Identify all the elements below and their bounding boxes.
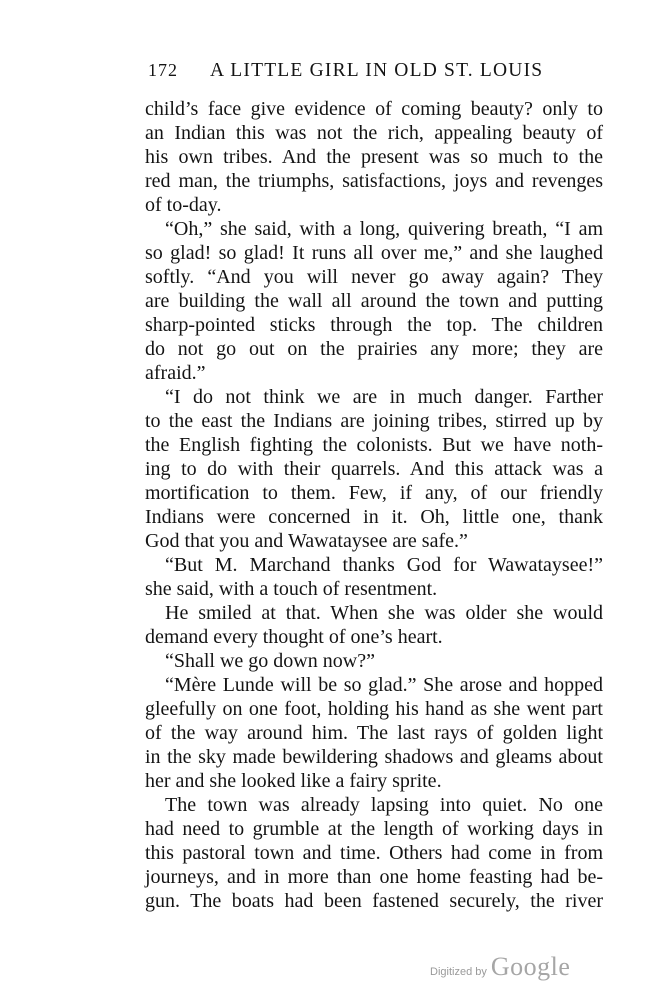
text-line: child’s face give evidence of coming beauty? only to [145, 98, 603, 120]
text-line: gleefully on one foot, holding his hand as she went part [145, 698, 603, 720]
text-line: of the way around him. The last rays of golden light [145, 722, 603, 744]
text-line: sharp-pointed sticks through the top. The children [145, 314, 603, 336]
text-line: do not go out on the prairies any more; they are [145, 338, 603, 360]
text-line: ing to do with their quarrels. And this attack was a [145, 458, 603, 480]
text-line: The town was already lapsing into quiet. No one [165, 794, 603, 816]
watermark-prefix: Digitized by [430, 966, 487, 978]
digitized-by-google-watermark [430, 952, 590, 986]
text-line: gun. The boats had been fastened securely, the river [145, 890, 603, 912]
text-line: in the sky made bewildering shadows and gleams about [145, 746, 603, 768]
text-line: his own tribes. And the present was so much to the [145, 146, 603, 168]
text-line: are building the wall all around the town and putting [145, 290, 603, 312]
text-line: the English fighting the colonists. But we have noth- [145, 434, 603, 456]
page-number: 172 [148, 60, 178, 80]
text-line: this pastoral town and time. Others had come in from [145, 842, 603, 864]
text-line: so glad! so glad! It runs all over me,” and she laughed [145, 242, 603, 264]
text-line: she said, with a touch of resentment. [145, 578, 438, 600]
text-line: Indians were concerned in it. Oh, little one, thank [145, 506, 603, 528]
text-line: He smiled at that. When she was older she would [165, 602, 603, 624]
body-text [145, 97, 603, 913]
text-line: red man, the triumphs, satisfactions, joys and revenges [145, 170, 603, 192]
text-line: to the east the Indians are joining tribes, stirred up by [145, 410, 603, 432]
text-line: afraid.” [145, 362, 206, 384]
text-line: “But M. Marchand thanks God for Wawataysee!” [165, 554, 603, 576]
text-line: “Mère Lunde will be so glad.” She arose and hopped [165, 674, 603, 696]
text-line: an Indian this was not the rich, appealing beauty of [145, 122, 603, 144]
running-head [148, 60, 600, 90]
text-line: “I do not think we are in much danger. Farther [165, 386, 603, 408]
text-line: her and she looked like a fairy sprite. [145, 770, 442, 792]
text-line: softly. “And you will never go away again? They [145, 266, 603, 288]
text-line: “Oh,” she said, with a long, quivering breath, “I am [165, 218, 603, 240]
text-line: had need to grumble at the length of working days in [145, 818, 603, 840]
text-line: God that you and Wawataysee are safe.” [145, 530, 468, 552]
text-line: demand every thought of one’s heart. [145, 626, 443, 648]
running-title: A LITTLE GIRL IN OLD ST. LOUIS [210, 60, 544, 81]
text-line: of to-day. [145, 194, 222, 216]
text-line: “Shall we go down now?” [165, 650, 375, 672]
text-line: mortification to them. Few, if any, of our friendly [145, 482, 603, 504]
text-line: journeys, and in more than one home feasting had be- [145, 866, 603, 888]
google-logo: Google [490, 952, 571, 981]
